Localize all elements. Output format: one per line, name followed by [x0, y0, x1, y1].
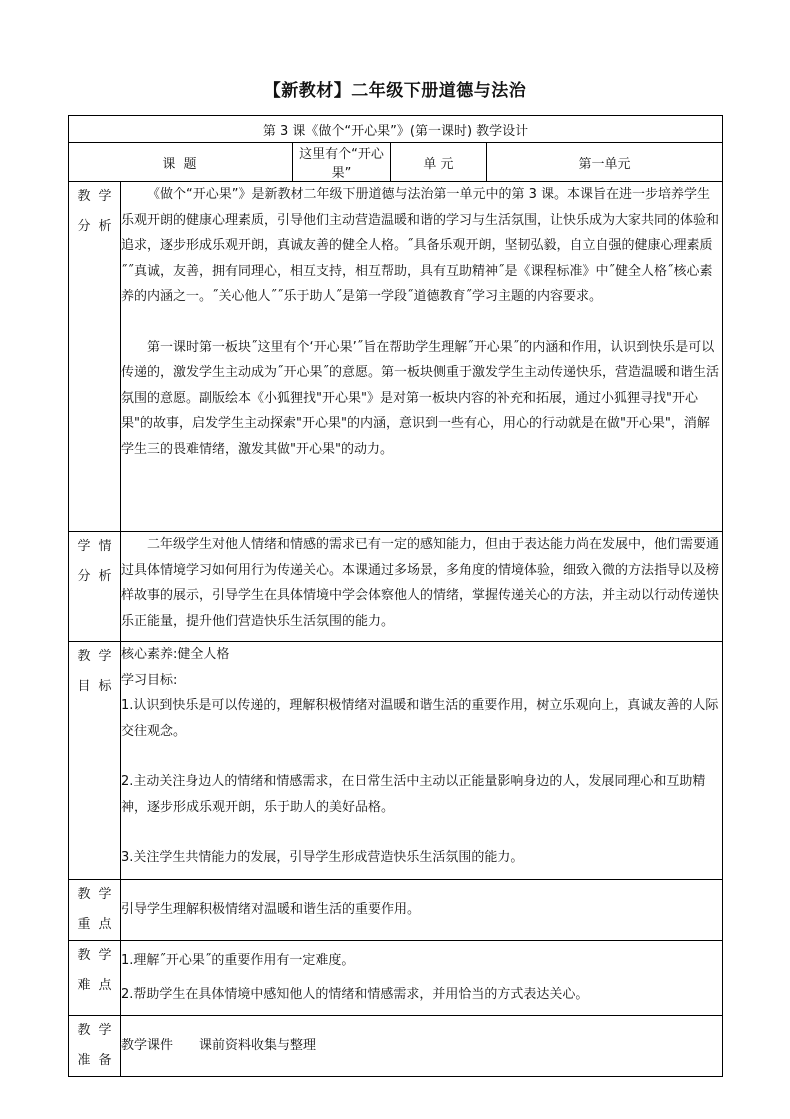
difficulty-item: 2.帮助学生在具体情境中感知他人的情绪和情感需求，并用恰当的方式表达关心。 [121, 987, 589, 1002]
difficulty-item: 1.理解˝开心果˝的重要作用有一定难度。 [121, 953, 355, 968]
topic-label: 课 题 [69, 143, 293, 182]
analysis-paragraph: 《做个“开心果”》是新教材二年级下册道德与法治第一单元中的第 3 课。本课旨在进一步培养学生乐观开朗的健康心理素质，引导他们主动营造温暖和谐的学习与生活氛围，让快乐成为大家共同的体验和追求，逐步形成乐观开朗，真诚友善的健全人格。˝具备乐观开朗，坚韧弘毅，自立自强的健康心理素质˝˝真诚，友善，拥有同理心，相互支持，相互帮助，具有互助精神˝是《课程标准》中˝健全人格˝核心素养的内涵之一。˝关心他人˝˝乐于助人˝是第一学段˝道德教育˝学习主题的内容要求。 [121, 187, 720, 304]
difficulty-content [121, 941, 723, 1016]
learner-text: 二年级学生对他人情绪和情感的需求已有一定的感知能力，但由于表达能力尚在发展中，他们需要通过具体情境学习如何用行为传递关心。本课通过多场景，多角度的情境体验，细致入微的方法指导以及榜样故事的展示，引导学生在具体情境中学会体察他人的情绪，掌握传递关心的方法，并主动以行动传递快乐正能量，提升他们营造快乐生活氛围的能力。 [121, 537, 720, 629]
lesson-header: 第 3 课《做个“开心果”》(第一课时) 教学设计 [69, 116, 723, 143]
page-title: 【新教材】二年级下册道德与法治 [263, 81, 527, 101]
difficulty-label: 教学 难点 [69, 941, 121, 1016]
focus-content [121, 880, 723, 941]
analysis-content [121, 182, 723, 532]
focus-text: 引导学生理解积极情绪对温暖和谐生活的重要作用。 [121, 902, 421, 918]
lesson-plan-table [68, 115, 723, 1077]
focus-label: 教学 重点 [69, 880, 121, 941]
prep-text: 教学课件 课前资料收集与整理 [121, 1038, 317, 1054]
analysis-label: 教学 分析 [69, 182, 121, 532]
prep-content [121, 1016, 723, 1077]
goal-item: 2.主动关注身边人的情绪和情感需求，在日常生活中主动以正能量影响身边的人，发展同理心和互助精神，逐步形成乐观开朗，乐于助人的美好品格。 [121, 774, 706, 815]
goals-content [121, 642, 723, 880]
topic-value: 这里有个“开心果” [293, 143, 391, 182]
prep-label: 教学 准备 [69, 1016, 121, 1077]
learner-content [121, 532, 723, 642]
goals-subtitle: 学习目标: [121, 672, 178, 688]
unit-value: 第一单元 [487, 143, 723, 182]
core-literacy: 核心素养:健全人格 [121, 647, 230, 662]
learner-label: 学情 分析 [69, 532, 121, 642]
unit-label: 单 元 [391, 143, 487, 182]
goal-item: 3.关注学生共情能力的发展，引导学生形成营造快乐生活氛围的能力。 [121, 850, 524, 865]
goals-label: 教学 目标 [69, 642, 121, 880]
analysis-paragraph: 第一课时第一板块˝这里有个‘开心果’˝旨在帮助学生理解˝开心果˝的内涵和作用，认识到快乐是可以传递的，激发学生主动成为˝开心果˝的意愿。第一板块侧重于激发学生主动传递快乐，营造温暖和谐生活氛围的意愿。副版绘本《小狐狸找"开心果"》是对第一板块内容的补充和拓展，通过小狐狸寻找"开心果"的故事，启发学生主动探索"开心果"的内涵，意识到一些有心，用心的行动就是在做"开心果"，消解学生三的畏难情绪，激发其做"开心果"的动力。 [121, 339, 720, 457]
goal-item: 1.认识到快乐是可以传递的，理解积极情绪对温暖和谐生活的重要作用，树立乐观向上，真诚友善的人际交往观念。 [121, 698, 719, 739]
